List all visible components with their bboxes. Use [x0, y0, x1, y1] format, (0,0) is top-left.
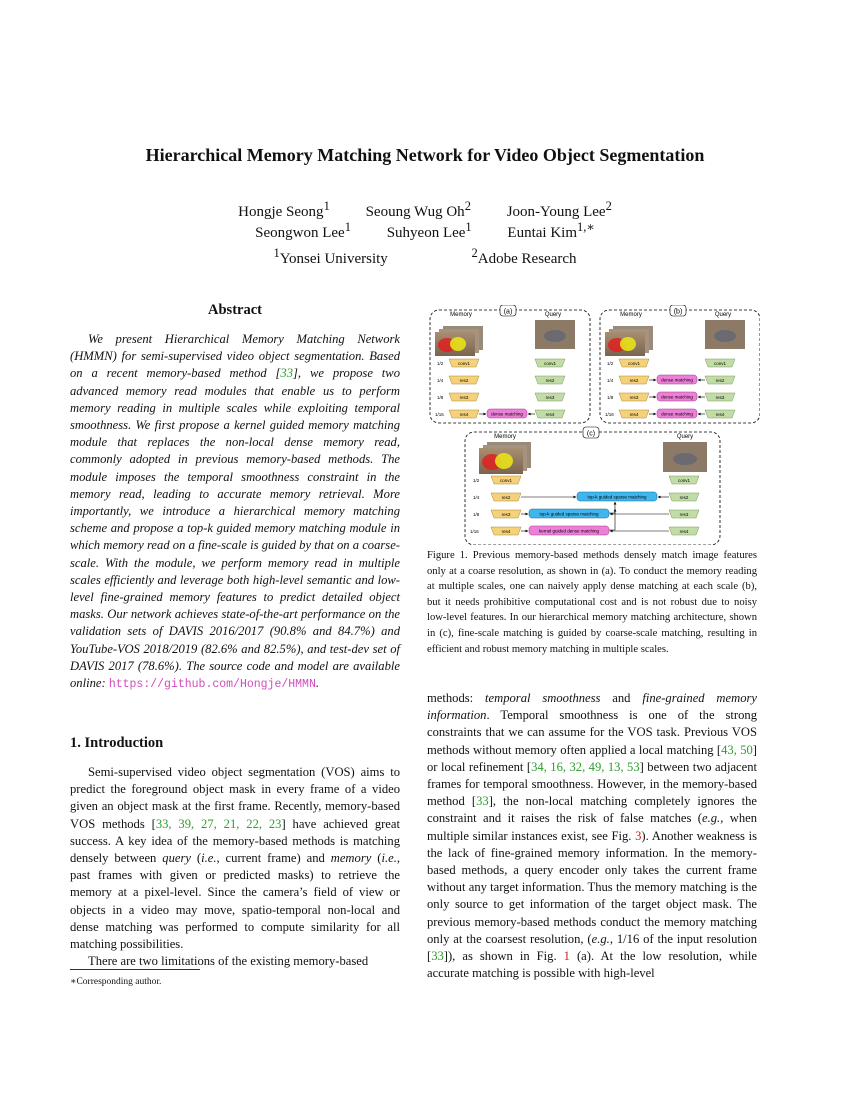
svg-text:Query: Query: [676, 434, 694, 440]
citation-link[interactable]: 33: [280, 366, 294, 381]
svg-text:dense matching: dense matching: [661, 394, 693, 400]
svg-text:res2: res2: [629, 378, 639, 383]
figure-ref-link[interactable]: 1: [563, 949, 570, 964]
citation-link[interactable]: 33: [476, 794, 489, 809]
svg-text:res4: res4: [545, 412, 555, 417]
svg-text:res2: res2: [715, 378, 725, 383]
svg-text:conv1: conv1: [713, 361, 727, 366]
panel-b: [600, 305, 760, 423]
svg-text:1/16: 1/16: [605, 412, 614, 417]
svg-text:res4: res4: [459, 412, 469, 417]
affiliation: $^1$Yonsei University: [273, 246, 388, 267]
svg-text:res3: res3: [501, 512, 511, 517]
paper-title: Hierarchical Memory Matching Network for Video Object Segmentation: [145, 145, 705, 165]
svg-text:res2: res2: [679, 495, 689, 500]
citation-link[interactable]: 33: [431, 949, 444, 964]
svg-text:res4: res4: [679, 529, 689, 534]
svg-text:conv1: conv1: [677, 478, 691, 483]
author-line-2: [0, 219, 850, 242]
svg-text:dense matching: dense matching: [491, 411, 523, 417]
panel-a: [430, 305, 590, 423]
figure-1-caption: Figure 1. Previous memory-based methods densely match image features only at a coarse resolution, as shown in (a). To conduct the memory reading at multiple scales, one can naively apply dense matching at each scale (b), but it needs prohibitive computational cost and is not robust due to noisy low-level features. In our hierarchical memory matching architecture, shown in (c), fine-scale matching is guided by coarse-scale matching, resulting in efficient and robust memory matching in multiple scales.: [427, 550, 757, 655]
citation-link[interactable]: 33, 39, 27, 21, 22, 23: [155, 816, 282, 831]
intro-body: Semi-supervised video object segmentation (VOS) aims to predict the foreground object mask in every frame of a video given an object mask at the first frame. Recently, memory-based VOS methods [33, 39, 27, 21, 22, 23] have achieved great success. A key idea of the memory-based methods is matching densely between query (i.e., current frame) and memory (i.e., past frames with given or predicted masks) to retrieve the memory at a pixel-level. Since the camera’s field of view or objects in a video may move, spatio-temporal non-local and dense matching was performed to compute similarity for all matching possibilities. There are two limitations of the existing memory-based: [70, 765, 400, 969]
svg-text:res4: res4: [501, 529, 511, 534]
author: Euntai Kim$^{1,∗}$: [507, 220, 595, 241]
svg-text:1/8: 1/8: [607, 395, 614, 400]
right-column-body: methods: temporal smoothness and fine-grained memory information. Temporal smoothness is one of the strong constraints that we can assume for the VOS task. Previous VOS methods without memory often applied a local matching [43, 50] or local refinement [34, 16, 32, 49, 13, 53] between two adjacent frames for temporal smoothness. However, in the memory-based method [33], the non-local matching completely ignores the constraint and it raises the risk of false matches (e.g., when multiple similar instances exist, see Fig. 3). Another weakness is the lack of fine-grained memory information. In the memory-based methods, a query encoder only takes the current frame without any target information. Thus the memory matching is the only source to get information of the target object mask. The previous memory-based methods conduct the memory matching only at the coarsest resolution, (e.g., 1/16 of the input resolution [33]), as shown in Fig. 1 (a). At the low resolution, while accurate matching is possible with high-level: [427, 691, 758, 981]
query-label: Query: [544, 312, 562, 318]
svg-text:1/16: 1/16: [435, 412, 444, 417]
author: Seongwon Lee$^1$: [255, 220, 351, 241]
svg-text:Memory: Memory: [620, 312, 642, 318]
panel-label: (b): [673, 308, 683, 316]
affiliation: $^2$Adobe Research: [471, 246, 577, 267]
citation-link[interactable]: 43, 50: [721, 742, 753, 757]
footnote: ∗Corresponding author.: [70, 977, 162, 987]
svg-text:res2: res2: [501, 495, 511, 500]
footnote-rule: [70, 969, 200, 970]
svg-text:conv1: conv1: [627, 361, 641, 366]
svg-text:res4: res4: [715, 412, 725, 417]
svg-text:top-k guided sparse matching: top-k guided sparse matching: [539, 511, 599, 517]
svg-text:res3: res3: [679, 512, 689, 517]
svg-text:conv1: conv1: [543, 361, 557, 366]
svg-text:res3: res3: [715, 395, 725, 400]
svg-text:1/2: 1/2: [473, 478, 480, 483]
author-line-1: [0, 199, 850, 221]
figure-ref-link[interactable]: 3: [635, 828, 642, 843]
panel-label: (c): [586, 430, 596, 438]
abstract-heading: Abstract: [208, 302, 262, 318]
svg-text:kernel guided dense matching: kernel guided dense matching: [538, 528, 600, 534]
svg-text:Memory: Memory: [494, 434, 516, 440]
figure-1: [425, 305, 760, 545]
svg-text:1/8: 1/8: [437, 395, 444, 400]
svg-text:1/2: 1/2: [607, 361, 614, 366]
svg-text:1/4: 1/4: [473, 495, 480, 500]
svg-text:1/4: 1/4: [607, 378, 614, 383]
section-heading-introduction: 1. Introduction: [70, 735, 164, 751]
svg-text:dense matching: dense matching: [661, 377, 693, 383]
author: Joon-Young Lee$^2$: [506, 199, 612, 220]
svg-text:res3: res3: [629, 395, 639, 400]
author: Seoung Wug Oh$^2$: [365, 199, 471, 220]
svg-text:res2: res2: [545, 378, 555, 383]
svg-text:top-k guided sparse matching: top-k guided sparse matching: [587, 494, 647, 500]
citation-link[interactable]: 34, 16, 32, 49, 13, 53: [531, 759, 640, 774]
svg-text:conv1: conv1: [499, 478, 513, 483]
svg-text:1/2: 1/2: [437, 361, 444, 366]
panel-c: [465, 427, 720, 545]
svg-text:res3: res3: [459, 395, 469, 400]
svg-text:res3: res3: [545, 395, 555, 400]
svg-text:1/8: 1/8: [473, 512, 480, 517]
svg-text:res4: res4: [629, 412, 639, 417]
code-url-link[interactable]: https://github.com/Hongje/HMMN: [108, 678, 316, 692]
svg-text:1/4: 1/4: [437, 378, 444, 383]
svg-text:res2: res2: [459, 378, 469, 383]
abstract-body: We present Hierarchical Memory Matching Network (HMMN) for semi-supervised video object segmentation. Based on a recent memory-based method [33], we propose two advanced memory read modules that enable us to perform memory reading in multiple scales while exploiting temporal smoothness. We first propose a kernel guided memory matching module that replaces the non-local dense memory read, commonly adopted in previous memory-based methods. The module imposes the temporal smoothness constraint in the memory read, leading to accurate memory retrieval. More importantly, we introduce a hierarchical memory matching scheme and propose a top-k guided memory matching module in which memory read on a fine-scale is guided by that on a coarse-scale. With the module, we perform memory read in multiple scales efficiently and leverage both high-level semantic and low-level fine-grained memory features to predict detailed object masks. Our network achieves state-of-the-art performance on the validation sets of DAVIS 2016/2017 (90.8% and 84.7%) and YouTube-VOS 2018/2019 (82.6% and 82.5%), and test-dev set of DAVIS 2017 (78.6%). The source code and model are available online: https://github.com/Hongje/HMMN.: [70, 332, 401, 692]
author: Hongje Seong$^1$: [238, 199, 330, 220]
svg-text:dense matching: dense matching: [661, 411, 693, 417]
svg-text:conv1: conv1: [457, 361, 471, 366]
author: Suhyeon Lee$^1$: [386, 220, 472, 241]
affiliations: [0, 246, 850, 268]
svg-text:Query: Query: [714, 312, 732, 318]
memory-label: Memory: [450, 312, 472, 318]
panel-label: (a): [503, 308, 513, 316]
svg-text:1/16: 1/16: [470, 529, 479, 534]
